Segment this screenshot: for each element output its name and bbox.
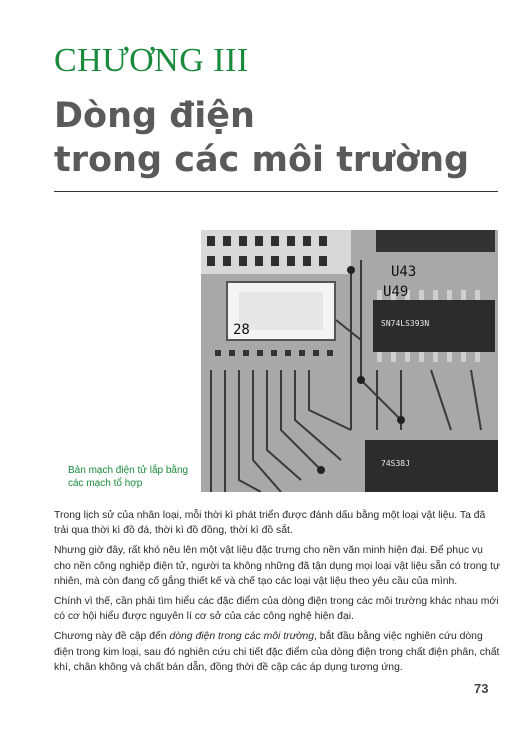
- board-label-28: 28: [233, 322, 250, 338]
- title-divider: [54, 191, 498, 192]
- board-label-u43: U43: [391, 264, 417, 280]
- paragraph-2: Nhưng giờ đây, rất khó nêu lên một vật liệu đặc trưng cho nền văn minh hiện đại. Để phục vụ cho nền công nghiệp điện tử, người ta không những đã tận dụng mọi loại vật liệu sẵn có trong tự nhiên, mà còn đang cố gắng thiết kế và chế tạo các loại vật liệu theo yêu cầu của mình.: [54, 545, 500, 587]
- board-label-u49: U49: [383, 284, 409, 300]
- photo-caption-line-2: các mạch tổ hợp: [68, 478, 143, 489]
- chapter-title: [54, 94, 504, 182]
- photo-caption-line-1: Bản mạch điện tử lắp bằng: [68, 465, 189, 476]
- paragraph-4-start: Chương này đề cập đến: [54, 631, 170, 643]
- chapter-title-line-1: Dòng điện: [54, 96, 255, 136]
- paragraph-4-emphasis: dòng điện trong các môi trường: [169, 631, 315, 643]
- chapter-label: CHƯƠNG III: [54, 42, 249, 79]
- paragraph-4: [54, 629, 500, 675]
- circuit-board-illustration: [201, 230, 498, 492]
- chapter-intro-text: [54, 508, 500, 680]
- circuit-board-photo: [201, 230, 498, 492]
- chip-label-2: 74S38J: [381, 459, 410, 468]
- chip-label-1: SN74LS393N: [381, 319, 430, 328]
- paragraph-4-end: , bắt đầu bằng việc nghiên cứu dòng điện trong kim loại, sau đó nghiên cứu chi tiết đặc điểm của dòng điện trong chất điện phân, chất khí, chân không và chất bán dẫn, đồng thời đề cập các áp dụng tương ứng.: [54, 631, 500, 673]
- chapter-title-line-2: trong các môi trường: [54, 140, 470, 180]
- photo-caption: [68, 464, 198, 490]
- page-number: 73: [474, 681, 489, 696]
- paragraph-1: Trong lịch sử của nhân loại, mỗi thời kì phát triển được đánh dấu bằng một loại vật liệu. Ta đã trải qua thời kì đồ đá, thời kì đồ đồng, thời kì đồ sắt.: [54, 510, 486, 537]
- paragraph-3: Chính vì thế, cần phải tìm hiểu các đặc điểm của dòng điện trong các môi trường khác nhau mới có cơ hội hiểu được nguyên lí cơ sở của các công nghệ hiện đại.: [54, 596, 499, 623]
